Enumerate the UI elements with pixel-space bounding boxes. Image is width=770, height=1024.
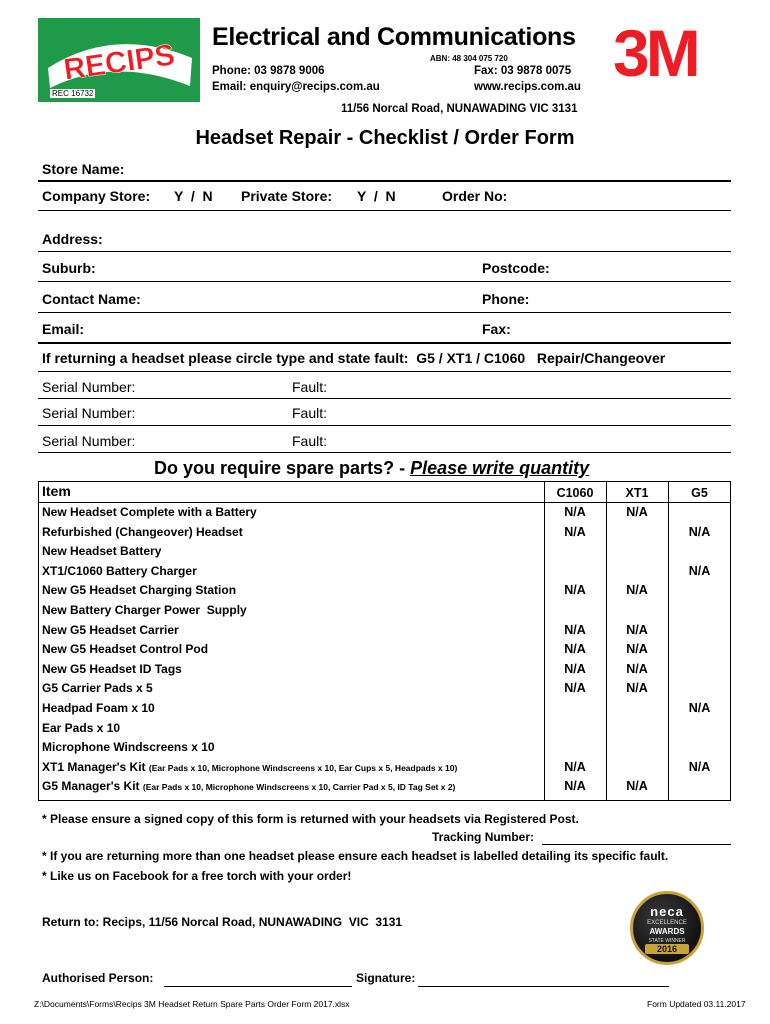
table-row: [38, 719, 731, 739]
item-name-text: New G5 Headset Charging Station: [42, 583, 237, 598]
divider: [38, 312, 731, 313]
qty-cell-c1060: N/A: [564, 661, 586, 676]
item-name-text: New G5 Headset Control Pod: [42, 642, 209, 657]
item-name-text: Refurbished (Changeover) Headset: [42, 524, 243, 539]
fault-label: Fault:: [292, 379, 328, 395]
header-fax: Fax: 03 9878 0075: [474, 65, 572, 77]
table-row: [38, 621, 731, 641]
item-name-text: New Headset Complete with a Battery: [42, 505, 257, 519]
address-label: Address:: [42, 231, 103, 247]
table-row: [38, 679, 731, 699]
item-name: [42, 544, 161, 558]
badge-state-winner: STATE WINNER: [648, 938, 686, 944]
footer-path: Z:\Documents\Forms\Recips 3M Headset Return Spare Parts Order Form 2017.xlsx: [34, 999, 350, 1009]
table-row: [38, 503, 731, 523]
private-store-yn[interactable]: Y / N: [357, 188, 396, 204]
table-row: [38, 777, 731, 797]
note-facebook: * Like us on Facebook for a free torch with your order!: [42, 869, 352, 883]
header-web: www.recips.com.au: [474, 81, 581, 93]
contact-name-label: Contact Name:: [42, 291, 141, 307]
table-row: [38, 660, 731, 680]
item-name-text: Ear Pads x 10: [42, 720, 121, 735]
email-label: Email:: [42, 321, 85, 337]
item-name-text: G5 Manager's Kit: [42, 779, 143, 794]
header-address: 11/56 Norcal Road, NUNAWADING VIC 3131: [341, 103, 578, 115]
item-name-text: Headpad Foam x 10: [42, 701, 155, 715]
authorised-line[interactable]: [164, 986, 352, 987]
item-name: [42, 721, 120, 735]
item-name: [42, 505, 257, 519]
item-name: [42, 760, 457, 774]
fax-label: Fax:: [482, 321, 511, 337]
item-name: [42, 642, 208, 656]
return-address: Return to: Recips, 11/56 Norcal Road, NUNAWADING VIC 3131: [42, 915, 403, 929]
item-name-text: XT1 Manager's Kit: [42, 759, 149, 774]
table-row: [38, 738, 731, 758]
abn: ABN: 48 304 075 720: [430, 54, 508, 63]
spares-question: [154, 458, 589, 479]
qty-cell-xt1: N/A: [626, 642, 648, 657]
store-name-label: Store Name:: [42, 161, 125, 177]
qty-cell-c1060: N/A: [564, 779, 586, 794]
signature-line[interactable]: [418, 986, 669, 987]
item-name-text: New G5 Headset ID Tags: [42, 661, 182, 676]
qty-cell-xt1: N/A: [626, 779, 648, 794]
rec-number: REC 16732: [52, 89, 94, 98]
divider: [38, 210, 731, 211]
item-name: [42, 583, 236, 597]
authorised-label: Authorised Person:: [42, 971, 154, 985]
private-store-label: Private Store:: [241, 188, 333, 204]
table-row: [38, 562, 731, 582]
qty-cell-xt1: N/A: [626, 661, 648, 676]
qty-cell-c1060: N/A: [564, 524, 586, 539]
form-title: Headset Repair - Checklist / Order Form: [195, 127, 575, 149]
footer-updated: Form Updated 03.11.2017: [647, 999, 746, 1009]
table-row: [38, 601, 731, 621]
spares-emphasis: Please write quantity: [410, 458, 590, 478]
serial-label: Serial Number:: [42, 405, 136, 421]
header-email: Email: enquiry@recips.com.au: [212, 81, 380, 93]
item-name: [42, 564, 197, 578]
divider: [38, 398, 731, 399]
qty-cell-g5: N/A: [688, 563, 711, 578]
divider: [38, 452, 731, 453]
qty-cell-c1060: N/A: [564, 681, 586, 696]
tracking-label: Tracking Number:: [432, 830, 535, 844]
item-header: Item: [42, 483, 71, 499]
divider: [38, 281, 731, 282]
3m-logo: 3M: [613, 16, 697, 90]
spares-question-text: Do you require spare parts? -: [154, 458, 411, 478]
returning-instruction: If returning a headset please circle type and state fault: G5 / XT1 / C1060 Repair/Changeover: [42, 350, 666, 366]
qty-cell-g5: N/A: [688, 524, 711, 539]
fault-label: Fault:: [292, 433, 328, 449]
item-name-text: Microphone Windscreens x 10: [42, 740, 215, 755]
company-store-label: Company Store:: [42, 188, 151, 204]
note-signed-copy: * Please ensure a signed copy of this form is returned with your headsets via Registered Post.: [42, 812, 579, 826]
table-row: [38, 640, 731, 660]
company-name: Electrical and Communications: [212, 23, 576, 51]
order-no-label: Order No:: [442, 188, 508, 204]
item-name: [42, 779, 455, 793]
header-phone: Phone: 03 9878 9006: [212, 65, 325, 77]
serial-label: Serial Number:: [42, 379, 136, 395]
qty-cell-c1060: N/A: [564, 622, 586, 637]
svg-text:RECIPS: RECIPS: [61, 38, 177, 87]
table-row: [38, 581, 731, 601]
qty-cell-g5: N/A: [688, 701, 711, 715]
col-header-xt1: XT1: [625, 486, 649, 500]
col-header-g5: G5: [691, 486, 708, 500]
item-name: [42, 740, 215, 754]
table-row: [38, 542, 731, 562]
recips-logo-word: [44, 28, 196, 90]
badge-excellence: EXCELLENCE: [647, 920, 687, 926]
badge-awards: AWARDS: [649, 927, 685, 936]
qty-cell-c1060: N/A: [564, 505, 586, 519]
item-kit-contents: (Ear Pads x 10, Microphone Windscreens x 10, Carrier Pad x 5, ID Tag Set x 2): [142, 782, 456, 793]
item-name-text: New Battery Charger Power Supply: [42, 603, 247, 617]
item-name-text: New G5 Headset Carrier: [42, 622, 179, 637]
note-labelled: * If you are returning more than one headset please ensure each headset is labelled detailing its specific fault.: [42, 849, 669, 863]
divider: [38, 425, 731, 426]
item-kit-contents: (Ear Pads x 10, Microphone Windscreens x 10, Ear Cups x 5, Headpads x 10): [148, 762, 458, 773]
signature-label: Signature:: [356, 971, 416, 985]
table-row: [38, 699, 731, 719]
divider: [38, 251, 731, 252]
qty-cell-xt1: N/A: [626, 622, 648, 637]
item-name-text: XT1/C1060 Battery Charger: [42, 563, 197, 578]
divider: [38, 342, 731, 344]
item-name: [42, 701, 155, 715]
item-name: [42, 681, 153, 695]
qty-cell-c1060: N/A: [564, 759, 586, 774]
qty-cell-c1060: N/A: [564, 642, 586, 657]
qty-cell-c1060: N/A: [564, 583, 586, 598]
item-name-text: New Headset Battery: [42, 544, 162, 559]
divider: [38, 371, 731, 372]
item-name: [42, 623, 179, 637]
fault-label: Fault:: [292, 405, 328, 421]
suburb-label: Suburb:: [42, 260, 96, 276]
badge-neca: neca: [650, 904, 684, 919]
col-header-c1060: C1060: [556, 486, 594, 500]
company-store-yn[interactable]: Y / N: [174, 188, 213, 204]
item-name-text: G5 Carrier Pads x 5: [42, 681, 153, 696]
badge-year: 2016: [645, 944, 689, 954]
serial-label: Serial Number:: [42, 433, 136, 449]
item-name: [42, 603, 247, 617]
divider: [38, 180, 731, 182]
item-name: [42, 525, 243, 539]
tracking-line[interactable]: [542, 844, 731, 845]
qty-cell-xt1: N/A: [626, 583, 648, 598]
table-row: [38, 523, 731, 543]
table-row: [38, 758, 731, 778]
qty-cell-xt1: N/A: [626, 681, 648, 696]
phone-label: Phone:: [482, 291, 530, 307]
postcode-label: Postcode:: [482, 260, 550, 276]
item-name: [42, 662, 182, 676]
qty-cell-xt1: N/A: [626, 505, 648, 519]
qty-cell-g5: N/A: [688, 759, 711, 774]
